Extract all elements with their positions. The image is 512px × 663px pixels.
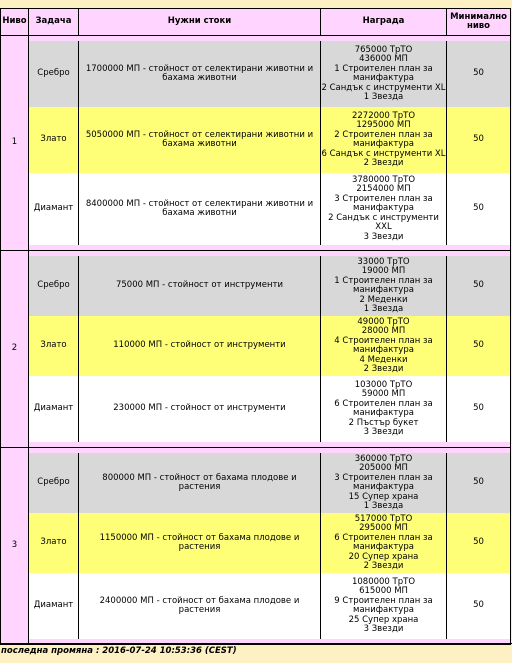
reward-cell (321, 107, 447, 173)
reward-line: 2 Звезди (363, 561, 404, 571)
reward-line: 20 Супер храна (348, 551, 419, 562)
table-row (1, 573, 511, 639)
table-row (1, 376, 511, 442)
reward-line: 2 Сандък с инструменти XL (321, 82, 446, 93)
reward-line: 49000 ТрТО (357, 316, 410, 327)
reward-line: 2 Сандък с инструменти XXL (328, 212, 439, 233)
task-tier: Злато (29, 513, 79, 573)
table-row (1, 41, 511, 107)
needed-goods: 1700000 МП - стойност от селектирани животни и бахама животни (79, 41, 321, 107)
reward-line: 33000 ТрТО (357, 256, 410, 267)
level-number: 2 (1, 251, 29, 448)
task-tier: Сребро (29, 453, 79, 513)
reward-line: 19000 МП (361, 266, 406, 276)
task-tier: Сребро (29, 256, 79, 316)
needed-goods: 800000 МП - стойност от бахама плодове и растения (79, 453, 321, 513)
level-number: 1 (1, 36, 29, 251)
reward-line: 2 Звезди (363, 158, 404, 168)
reward-line: 360000 ТрТО (354, 453, 413, 464)
needed-goods: 5050000 МП - стойност от селектирани животни и бахама животни (79, 107, 321, 173)
reward-line: 205000 МП (359, 463, 408, 473)
reward-line: 1 Звезда (363, 304, 404, 314)
reward-line: 3 Строителен план за манифактура (334, 193, 433, 214)
reward-line: 2 Строителен план за манифактура (334, 129, 433, 149)
task-tier: Диамант (29, 376, 79, 442)
table-row (1, 256, 511, 316)
table-row (1, 453, 511, 513)
min-level: 50 (447, 316, 511, 376)
min-level: 50 (447, 256, 511, 316)
reward-line: 15 Супер храна (348, 491, 419, 502)
reward-line: 765000 ТрТО (354, 44, 413, 55)
header-reward: Награда (321, 9, 447, 36)
reward-line: 436000 МП (359, 54, 408, 64)
reward-line: 2272000 ТрТО (351, 110, 416, 121)
task-tier: Злато (29, 107, 79, 173)
reward-line: 1080000 ТрТО (351, 576, 416, 587)
reward-line: 3780000 ТрТО (351, 174, 416, 185)
min-level: 50 (447, 376, 511, 442)
min-level: 50 (447, 453, 511, 513)
min-level: 50 (447, 173, 511, 245)
table-body (1, 36, 511, 645)
reward-line: 103000 ТрТО (354, 379, 413, 390)
reward-line: 3 Звезди (363, 231, 404, 242)
tasks-table (0, 8, 511, 645)
reward-line: 2 Пъстър букет (348, 417, 419, 428)
reward-line: 295000 МП (359, 523, 408, 533)
min-level: 50 (447, 573, 511, 639)
reward-line: 517000 ТрТО (354, 513, 413, 524)
reward-line: 1 Строителен план за манифактура (334, 63, 433, 83)
needed-goods: 1150000 МП - стойност от бахама плодове и растения (79, 513, 321, 573)
reward-line: 6 Строителен план за манифактура (334, 532, 433, 552)
reward-cell (321, 573, 447, 639)
reward-line: 1 Звезда (363, 501, 404, 511)
table-header-row (1, 9, 511, 36)
reward-cell (321, 256, 447, 316)
reward-cell (321, 513, 447, 573)
reward-line: 3 Звезди (363, 427, 404, 437)
reward-line: 4 Строителен план за манифактура (334, 335, 433, 355)
min-level: 50 (447, 41, 511, 107)
reward-line: 59000 МП (361, 389, 406, 399)
reward-cell (321, 316, 447, 376)
reward-cell (321, 41, 447, 107)
reward-line: 3 Звезди (363, 624, 404, 634)
reward-line: 2 Меденки (359, 294, 408, 305)
needed-goods: 75000 МП - стойност от инструменти (79, 256, 321, 316)
needed-goods: 230000 МП - стойност от инструменти (79, 376, 321, 442)
needed-goods: 8400000 МП - стойност от селектирани животни и бахама животни (79, 173, 321, 245)
header-needed: Нужни стоки (79, 9, 321, 36)
reward-line: 1 Строителен план за манифактура (334, 275, 433, 295)
reward-line: 4 Меденки (359, 354, 408, 365)
reward-line: 9 Строителен план за манифактура (334, 595, 433, 615)
table-row (1, 316, 511, 376)
header-min-level: Минимално ниво (447, 9, 511, 36)
needed-goods: 110000 МП - стойност от инструменти (79, 316, 321, 376)
reward-line: 2154000 МП (356, 184, 411, 195)
task-tier: Диамант (29, 573, 79, 639)
reward-line: 6 Строителен план за манифактура (334, 398, 433, 418)
table-row (1, 107, 511, 173)
task-tier: Сребро (29, 41, 79, 107)
last-modified-footer: последна промяна : 2016-07-24 10:53:36 (CEST) (0, 643, 512, 656)
table-row (1, 513, 511, 573)
reward-line: 6 Сандък с инструменти XL (321, 148, 446, 159)
reward-cell (321, 376, 447, 442)
task-tier: Диамант (29, 173, 79, 245)
reward-cell (321, 453, 447, 513)
reward-cell (321, 173, 447, 245)
needed-goods: 2400000 МП - стойност от бахама плодове и растения (79, 573, 321, 639)
reward-line: 1 Звезда (363, 92, 404, 102)
reward-line: 25 Супер храна (348, 614, 419, 625)
level-number: 3 (1, 448, 29, 645)
reward-line: 2 Звезди (363, 364, 404, 374)
reward-line: 28000 МП (361, 326, 406, 336)
min-level: 50 (447, 513, 511, 573)
task-tier: Злато (29, 316, 79, 376)
reward-line: 615000 МП (359, 586, 408, 596)
min-level: 50 (447, 107, 511, 173)
header-task: Задача (29, 9, 79, 36)
reward-line: 1295000 МП (356, 120, 411, 130)
table-row (1, 173, 511, 245)
header-level: Ниво (1, 9, 29, 36)
reward-line: 3 Строителен план за манифактура (334, 472, 433, 492)
